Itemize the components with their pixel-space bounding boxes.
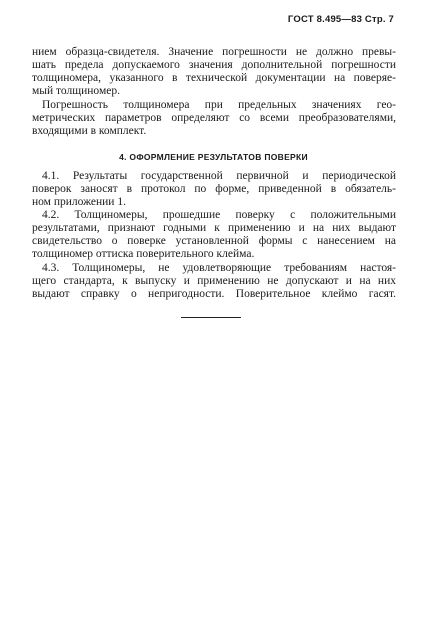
text-line: 4.3. Толщиномеры, не удовлетворяющие требованиям настоя- bbox=[42, 262, 396, 274]
text-line: входящими в комплект. bbox=[32, 125, 147, 137]
end-rule bbox=[181, 317, 241, 318]
text-line: Погрешность толщиномера при предельных значениях гео- bbox=[42, 99, 396, 111]
text-line: поверок заносят в протокол по форме, приведенной в обязатель- bbox=[32, 183, 396, 195]
text-line: свидетельство о поверке установленной формы с нанесением на bbox=[32, 235, 396, 247]
text-line: 4.1. Результаты государственной первичной и периодической bbox=[42, 170, 396, 182]
text-line: результатами, признают годными к применению и на них выдают bbox=[32, 222, 396, 234]
text-line: 4.2. Толщиномеры, прошедшие поверку с положительными bbox=[42, 209, 396, 221]
page-header: ГОСТ 8.495—83 Стр. 7 bbox=[287, 14, 394, 25]
text-line: толщиномер оттиска поверительного клейма. bbox=[32, 248, 255, 260]
text-line: щего стандарта, к выпуску и применению не допускают и на них bbox=[32, 275, 396, 287]
text-line: нием образца-свидетеля. Значение погрешности не должно превы- bbox=[32, 46, 396, 58]
text-line: шать предела допускаемого значения дополнительной погрешности bbox=[32, 59, 396, 71]
text-line: метрических параметров определяют со всеми преобразователями, bbox=[32, 112, 396, 124]
section-heading: 4. ОФОРМЛЕНИЕ РЕЗУЛЬТАТОВ ПОВЕРКИ bbox=[119, 152, 308, 162]
text-line: ном приложении 1. bbox=[32, 196, 126, 208]
text-line: выдают справку о непригодности. Поверительное клеймо гасят. bbox=[32, 288, 396, 300]
text-line: толщиномера, указанного в технической документации на поверяе- bbox=[32, 72, 396, 84]
text-line: мый толщиномер. bbox=[32, 85, 120, 97]
